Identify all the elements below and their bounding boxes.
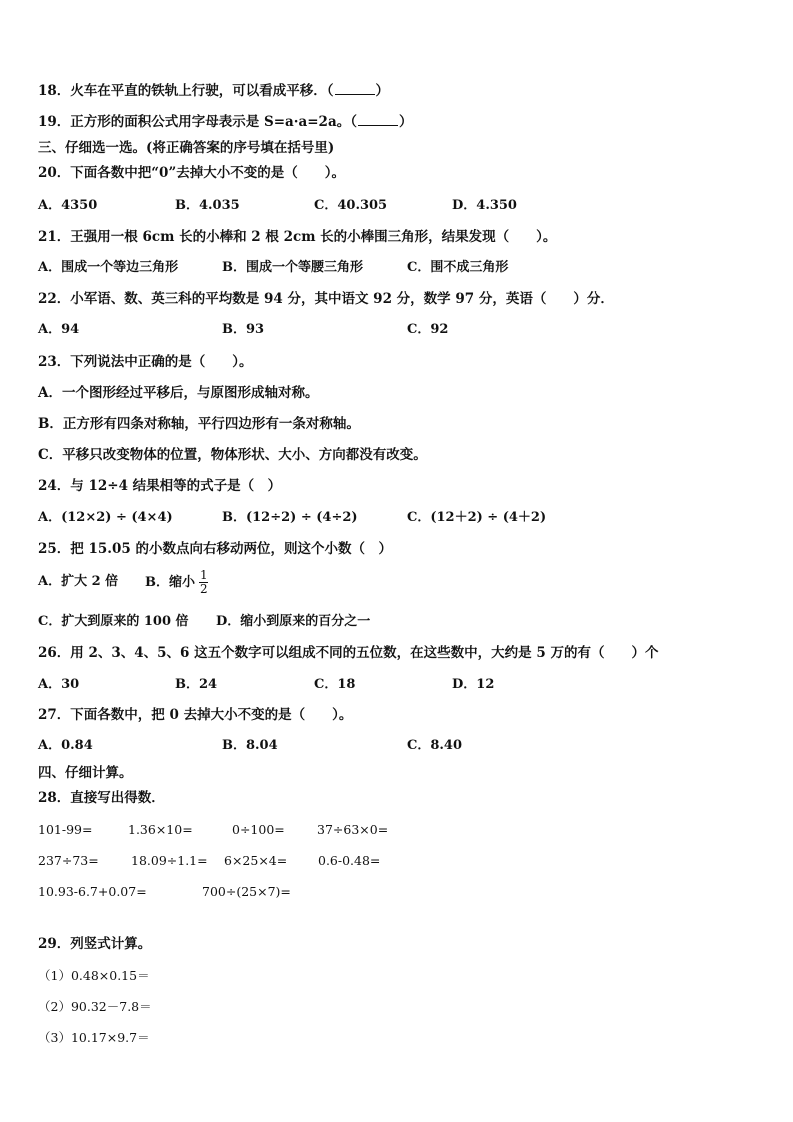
question-24-option-a[interactable]: A．(12×2) ÷ (4×4) — [38, 510, 173, 525]
question-25-option-b[interactable] — [145, 569, 209, 596]
question-23-text: 23．下列说法中正确的是（ ）。 — [38, 354, 253, 370]
calc-item: 101-99= — [38, 822, 93, 837]
fraction-one-half — [199, 569, 209, 596]
question-23-option-b[interactable]: B．正方形有四条对称轴，平行四边形有一条对称轴。 — [38, 416, 360, 432]
calc-item: 700÷(25×7)= — [202, 884, 291, 899]
question-21-option-c[interactable]: C．围不成三角形 — [407, 260, 509, 275]
fraction-numerator: 1 — [200, 568, 208, 582]
section-3-heading: 三、仔细选一选。(将正确答案的序号填在括号里) — [38, 140, 335, 156]
question-20-option-c[interactable]: C．40.305 — [314, 198, 388, 213]
question-19-text: 19．正方形的面积公式用字母表示是 S=a·a=2a。（ — [38, 114, 357, 130]
question-26-text: 26．用 2、3、4、5、6 这五个数字可以组成不同的五位数，在这些数中，大约是 5 万的有（ ）个 — [38, 645, 659, 661]
question-27-option-c[interactable]: C．8.40 — [407, 738, 463, 753]
question-25-option-d[interactable]: D．缩小到原来的百分之一 — [216, 614, 371, 629]
question-25-text: 25．把 15.05 的小数点向右移动两位，则这个小数（ ） — [38, 541, 392, 557]
question-26-option-d[interactable]: D．12 — [452, 677, 495, 692]
question-27-option-b[interactable]: B．8.04 — [222, 738, 278, 753]
question-29-text: 29．列竖式计算。 — [38, 936, 152, 952]
question-24-option-b[interactable]: B．(12÷2) ÷ (4÷2) — [222, 510, 358, 525]
question-24-option-c[interactable]: C．(12＋2) ÷ (4＋2) — [407, 510, 547, 525]
calc-item: 18.09÷1.1= — [131, 853, 208, 868]
section-4-heading: 四、仔细计算。 — [38, 765, 133, 781]
calc-item: 0÷100= — [232, 822, 285, 837]
question-20-option-a[interactable]: A．4350 — [38, 198, 98, 213]
fraction-denominator: 2 — [200, 582, 208, 596]
question-26-option-b[interactable]: B．24 — [175, 677, 218, 692]
answer-blank-18[interactable] — [335, 82, 375, 95]
question-22-option-c[interactable]: C．92 — [407, 322, 449, 337]
question-22-text: 22．小军语、数、英三科的平均数是 94 分，其中语文 92 分，数学 97 分，英语（ ）分． — [38, 291, 614, 307]
question-20-option-d[interactable]: D．4.350 — [452, 198, 517, 213]
question-19 — [38, 113, 773, 131]
calc-item: 1.36×10= — [128, 822, 193, 837]
question-25-option-b-label: B．缩小 — [145, 575, 195, 590]
question-19-tail: ） — [398, 114, 413, 130]
question-24-text: 24．与 12÷4 结果相等的式子是（ ） — [38, 478, 282, 494]
calc-item: 237÷73= — [38, 853, 99, 868]
question-21-option-b[interactable]: B．围成一个等腰三角形 — [222, 260, 363, 275]
vertical-calc-item-3: （3）10.17×9.7＝ — [38, 1030, 150, 1045]
question-23-option-c[interactable]: C．平移只改变物体的位置，物体形状、大小、方向都没有改变。 — [38, 447, 427, 463]
question-21-text: 21．王强用一根 6cm 长的小棒和 2 根 2cm 长的小棒围三角形，结果发现（ ）。 — [38, 229, 557, 245]
question-27-text: 27．下面各数中，把 0 去掉大小不变的是（ ）。 — [38, 707, 353, 723]
question-23-option-a[interactable]: A．一个图形经过平移后，与原图形成轴对称。 — [38, 385, 319, 401]
question-20-text: 20．下面各数中把“0”去掉大小不变的是（ ）。 — [38, 165, 345, 181]
vertical-calc-item-1: （1）0.48×0.15＝ — [38, 968, 150, 983]
question-18-text: 18．火车在平直的铁轨上行驶，可以看成平移．（ — [38, 83, 334, 99]
question-22-option-a[interactable]: A．94 — [38, 322, 80, 337]
question-18 — [38, 82, 773, 100]
question-25-option-a[interactable]: A．扩大 2 倍 — [38, 574, 119, 589]
question-28-text: 28．直接写出得数． — [38, 790, 165, 806]
question-18-tail: ） — [375, 83, 390, 99]
question-26-option-c[interactable]: C．18 — [314, 677, 356, 692]
calc-item: 6×25×4= — [224, 853, 288, 868]
answer-blank-19[interactable] — [358, 113, 398, 126]
question-22-option-b[interactable]: B．93 — [222, 322, 265, 337]
question-20-option-b[interactable]: B．4.035 — [175, 198, 240, 213]
question-26-option-a[interactable]: A．30 — [38, 677, 80, 692]
calc-item: 37÷63×0= — [317, 822, 389, 837]
calc-item: 10.93-6.7+0.07= — [38, 884, 147, 899]
vertical-calc-item-2: （2）90.32－7.8＝ — [38, 999, 152, 1014]
question-25-option-c[interactable]: C．扩大到原来的 100 倍 — [38, 614, 189, 629]
question-21-option-a[interactable]: A．围成一个等边三角形 — [38, 260, 179, 275]
calc-item: 0.6-0.48= — [318, 853, 381, 868]
question-27-option-a[interactable]: A．0.84 — [38, 738, 93, 753]
